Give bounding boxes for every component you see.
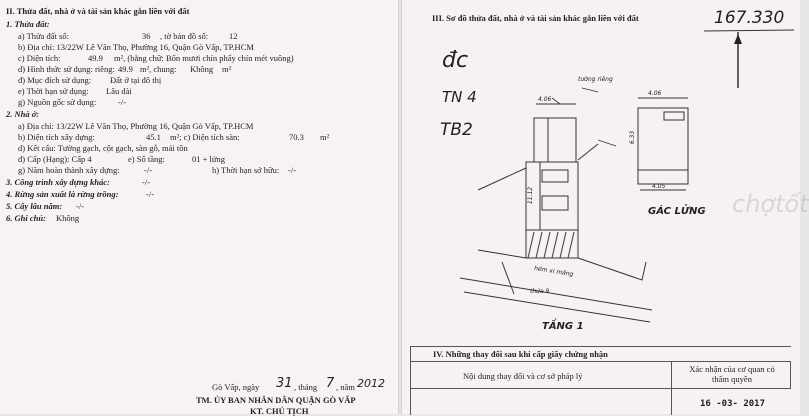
ownership-term-label: h) Thời hạn sở hữu: [212, 165, 280, 175]
notes-label: 6. Ghi chú: [6, 213, 46, 223]
changes-table-title-row [411, 347, 791, 362]
shared-area-unit: m² [222, 64, 232, 74]
right-page [402, 0, 809, 414]
date-month-label: , tháng [294, 382, 318, 392]
perennial-trees-value: -/- [76, 201, 85, 211]
perennial-trees-label: 5. Cây lâu năm: [6, 201, 63, 211]
usage-form-label: d) Hình thức sử dụng: riêng: [18, 64, 115, 74]
dim-top-width: 4.06 [538, 96, 552, 103]
usage-purpose-label: đ) Mục đích sử dụng: [18, 75, 92, 85]
date-year: 2012 [357, 377, 385, 390]
completion-year-label: g) Năm hoàn thành xây dựng: [18, 165, 120, 175]
col-change-content: Nội dung thay đổi và cơ sở pháp lý [463, 371, 583, 381]
date-day: 31 [276, 376, 293, 391]
structure-text: d) Kết cấu: Tường gạch, cột gạch, sàn gỗ, mái tôn [18, 143, 188, 153]
floor-area-label: m²; c) Diện tích sàn: [170, 132, 240, 142]
shared-area-value: Không [190, 64, 214, 74]
area-label: c) Diện tích: [18, 53, 61, 63]
date-place: Gò Vấp, ngày [212, 382, 260, 392]
area-value: 49.9 [88, 53, 103, 63]
left-page [0, 0, 398, 414]
plot-number-label: a) Thửa đất số: [18, 31, 69, 41]
section-2-title: II. Thửa đất, nhà ở và tài sản khác gắn liền với đất [6, 6, 190, 16]
house-heading: 2. Nhà ở: [6, 109, 40, 119]
plot-address: b) Địa chỉ: 13/22W Lê Văn Thọ, Phường 16, Quận Gò Vấp, TP.HCM [18, 42, 254, 52]
usage-origin-value: -/- [118, 97, 127, 107]
hw-tuong-rieng: tường riêng [578, 76, 613, 83]
land-plot-heading: 1. Thửa đất: [6, 19, 50, 29]
date-month: 7 [326, 376, 335, 391]
planted-forest-value: -/- [146, 189, 155, 199]
watermark: chợtốt [732, 190, 809, 218]
map-sheet-value: 12 [229, 31, 238, 41]
signer-title: KT. CHỦ TỊCH [250, 406, 309, 416]
dim-depth: 11.12 [527, 186, 535, 205]
date-year-label: , năm [336, 382, 355, 392]
changes-table-header-row [411, 362, 791, 389]
built-area-label: b) Diện tích xây dựng: [18, 132, 95, 142]
usage-term-label: e) Thời hạn sử dụng: [18, 86, 89, 96]
house-address: a) Địa chỉ: 13/22W Lê Văn Thọ, Phường 16, Quận Gò Vấp, TP.HCM [18, 121, 254, 131]
other-construction-label: 3. Công trình xây dựng khác: [6, 177, 110, 187]
hw-tang-1: TẦNG 1 [542, 321, 584, 332]
map-sheet-label: , tờ bản đồ số: [160, 31, 209, 41]
serial-number: 167.330 [714, 8, 785, 28]
other-construction-value: -/- [142, 177, 151, 187]
stamp-date: 16 -03- 2017 [700, 399, 766, 409]
private-area-value: 49.9 [118, 64, 133, 74]
hw-tb2: TB2 [440, 120, 473, 140]
notes-value: Không [56, 213, 80, 223]
hw-dc: đc [442, 48, 469, 73]
section-4-title: IV. Những thay đổi sau khi cấp giấy chứng nhận [433, 349, 608, 359]
area-in-words: m², (bằng chữ: Bốn mươi chín phẩy chín mét vuông) [114, 53, 294, 63]
hw-thua: thửa 9 [530, 288, 550, 295]
ownership-term-value: -/- [288, 165, 297, 175]
floors-label: e) Số tầng: [128, 154, 165, 164]
usage-origin-label: g) Nguồn gốc sử dụng: [18, 97, 97, 107]
section-3-title: III. Sơ đồ thửa đất, nhà ở và tài sản khác gắn liền với đất [432, 13, 639, 23]
dim-mezzanine-top: 4.06 [648, 90, 662, 97]
floor-area-unit: m² [320, 132, 330, 142]
dim-mezzanine-depth: 6.33 [629, 130, 637, 145]
plot-number-value: 36 [142, 31, 151, 41]
issuing-authority: TM. ỦY BAN NHÂN DÂN QUẬN GÒ VẤP [196, 395, 356, 405]
usage-term-value: Lâu dài [106, 86, 132, 96]
floors-value: 01 + lửng [192, 154, 226, 164]
planted-forest-label: 4. Rừng sản xuất là rừng trồng: [6, 189, 119, 199]
hw-hem: hẻm xi măng [533, 264, 574, 279]
built-area-value: 45.1 [146, 132, 161, 142]
shared-area-label: m², chung: [140, 64, 177, 74]
usage-purpose-value: Đất ở tại đô thị [110, 75, 162, 85]
col-authority-confirmation: Xác nhận của cơ quan có thẩm quyền [689, 364, 775, 384]
changes-table [410, 346, 791, 415]
completion-year-value: -/- [144, 165, 153, 175]
dim-mezzanine-bottom: 4.05 [652, 183, 666, 190]
floor-area-value: 70.3 [289, 132, 304, 142]
grade-text: đ) Cấp (Hạng): Cấp 4 [18, 154, 92, 164]
hw-tn4: TN 4 [442, 88, 477, 106]
hw-gac-lung: GÁC LỬNG [648, 206, 706, 217]
north-arrow-head [734, 34, 742, 44]
changes-table-entry-row [411, 389, 791, 415]
